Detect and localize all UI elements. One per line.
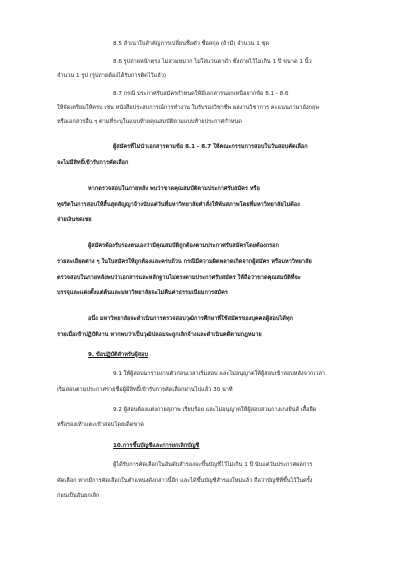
text-line: จำนวน 1 รูป (รูปถ่ายต้องได้รับการติดไว้แล้ว) [57, 73, 167, 79]
text-line: 9.2 ผู้สอบต้องแต่งกายสุภาพ เรียบร้อย และไม่อนุญาตให้ผู้สอบสวมกางเกงยีนส์ เสื้อยืด [113, 407, 317, 413]
bold-line: จ่ายเงินชดเชย [57, 217, 92, 223]
section-heading: 9. ข้อปฏิบัติสำหรับผู้สอบ [88, 352, 149, 358]
text-line: ผู้ได้รับการคัดเลือกในอันดับสำรองจะขึ้นบัญชีไว้ไม่เกิน 1 ปี นับแต่วันประกาศผลการ [113, 462, 313, 468]
bold-line: ผู้สมัครต้องรับรองตนเองว่ามีคุณสมบัติถูกต้องตามประกาศรับสมัครโดยต้องกรอก [88, 243, 279, 249]
text-line: 8.5 สำเนาใบสำคัญการเปลี่ยนชื่อตัว ชื่อสกุล (ถ้ามี) จำนวน 1 ชุด [113, 41, 269, 47]
bold-line: ทุจริตในการสอบให้สิ้นสุดสัญญาจ้างนับแต่วันที่มหาวิทยาลัยคำสั่งให้พ้นสภาพโดยที่มหาวิทยาลัยไม่ต้อง [57, 202, 300, 208]
text-line: คัดเลือก หากมีการคัดเลือกในตำแหน่งดังกล่าวนี้อีก และได้ขึ้นบัญชีสำรองใหม่แล้ว ถือว่าบัญชีที่ขึ้นไว้ในครั้ง [57, 478, 313, 484]
section-heading: 10.การขึ้นบัญชีและการยกเลิกบัญชี [113, 443, 200, 449]
bold-line: ตรวจสอบในภายหลังพบว่าเอกสารและหลักฐานไม่ตรงตามประกาศรับสมัคร ให้ถือว่าขาดคุณสมบัติที่จะ [57, 275, 301, 281]
text-line: เริ่มสอบตามประกาศรายชื่อผู้มีสิทธิ์เข้ารับการคัดเลือกผ่านไปแล้ว 30 นาที [57, 387, 233, 393]
bold-line: อนึ่ง มหาวิทยาลัยจะดำเนินการตรวจสอบวุฒิการศึกษาที่ใช้สมัครของบุคคลผู้สอบได้ทุก [88, 316, 293, 322]
bold-line: บรรจุและแต่งตั้งแต่ต้นและมหาวิทยาลัยจะไม่คืนค่าธรรมเนียมการสมัคร [57, 290, 228, 296]
bold-line: จะไม่มีสิทธิ์เข้ารับการคัดเลือก [57, 160, 129, 166]
bold-line: รายเมื่อเข้าปฏิบัติงาน หากพบว่าเป็นวุฒิปลอมจะถูกเลิกจ้างและดำเนินคดีตามกฎหมาย [57, 332, 262, 338]
bold-line: หากตรวจสอบในภายหลัง พบว่าขาดคุณสมบัติตามประกาศรับสมัคร หรือ [88, 186, 260, 192]
text-line: 9.1 ให้ผู้สอบมารายงานตัวก่อนเวลาเริ่มสอบ และไม่อนุญาตให้ผู้สอบเข้าสอบหลังจากเวลา [113, 371, 326, 377]
text-line: หรือรองเท้าแตะเข้าสอบโดยเด็ดขาด [57, 422, 145, 428]
text-line: หรือเอกสารอื่น ๆ ตามที่ระบุในแบบท้ายคุณสมบัติตามแบบท้ายประกาศกำหนด [57, 119, 242, 125]
text-line: ให้จัดเตรียมให้ครบ เช่น หนังสือประสบการณ์การทำงาน ใบรับรองวิชาชีพ ผลงานวิชาการ คะแนนภาษาอังกฤษ [57, 105, 320, 111]
bold-line: ผู้สมัครที่ไม่นำเอกสารตามข้อ 8.1 - 8.7 ให้คณะกรรมการสอบในวันสอบคัดเลือก [113, 144, 308, 150]
text-line: 8.6 รูปถ่ายหน้าตรง ไม่สวมหมวก ไม่ใส่แว่นตาดำ ซึ่งถ่ายไว้ไม่เกิน 1 ปี ขนาด 1 นิ้ว [113, 59, 312, 65]
text-line: 8.7 กรณี ประกาศรับสมัครกำหนดให้มีเอกสารนอกเหนือจากข้อ 8.1 - 8.6 [113, 91, 289, 97]
bold-line: รายละเอียดต่าง ๆ ในใบสมัครให้ถูกต้องและครบถ้วน กรณีมีความผิดพลาดเกิดจากผู้สมัคร หรือมหาวิทยาลัย [57, 259, 312, 265]
text-line: ก่อนเป็นอันยกเลิก [57, 493, 100, 499]
